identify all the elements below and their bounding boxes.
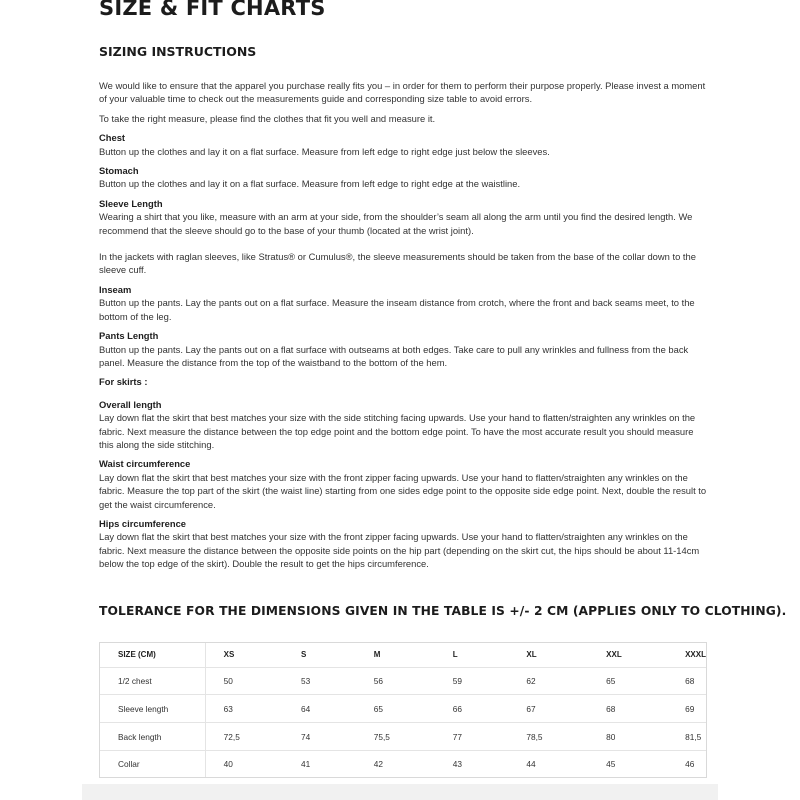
instruction-waist-circumference	[99, 457, 709, 511]
size-table	[99, 642, 707, 778]
table-cell: 74	[283, 723, 356, 751]
instruction-title: Pants Length	[99, 330, 159, 342]
instruction-title: Chest	[99, 132, 126, 144]
page-title: SIZE & FIT CHARTS	[99, 0, 326, 20]
table-header-cell: XL	[508, 643, 588, 667]
table-cell: 43	[452, 758, 462, 769]
table-header-cell: XS	[205, 643, 283, 667]
intro-paragraph: To take the right measure, please find the clothes that fit you well and measure it.	[99, 112, 436, 124]
table-header-cell: SIZE (CM)	[100, 643, 205, 667]
instructions-body	[99, 79, 709, 577]
instruction-stomach	[99, 164, 709, 191]
table-header-cell: M	[356, 643, 435, 667]
table-cell: 66	[435, 695, 509, 723]
instruction-text: Wearing a shirt that you like, measure with an arm at your side, from the shoulder’s seam all along the arm until you find the desired length. We recommend that the sleeve should go to the base of your thumb (located at the wrist joint).	[99, 211, 693, 236]
table-cell: 62	[508, 667, 588, 695]
instruction-title: Hips circumference	[99, 517, 187, 529]
table-header-cell: XXL	[588, 643, 667, 667]
table-cell: 59	[435, 667, 509, 695]
left-margin	[0, 0, 82, 800]
instruction-title: Stomach	[99, 165, 139, 177]
instruction-text: Button up the clothes and lay it on a flat surface. Measure from left edge to right edge at the waistline.	[99, 178, 521, 190]
table-cell: 81,5	[667, 723, 706, 751]
table-cell: 67	[508, 695, 588, 723]
table-cell: 45	[606, 758, 616, 769]
table-cell: 65	[356, 695, 435, 723]
skirts-label: For skirts :	[99, 376, 148, 388]
instruction-text: Lay down flat the skirt that best matches your size with the side stitching facing upwards. Use your hand to flatten/straighten any wrinkles on the fabric. Next measure the distance between the top edge point and the bottom edge point. To have the most accurate result you should measure this along the side stitching.	[99, 412, 696, 450]
instruction-overall-length	[99, 398, 709, 452]
intro-paragraph: We would like to ensure that the apparel you purchase really fits you – in order for them to perform their purpose properly. Please invest a moment of your valuable time to check out the measurements guide and corresponding size table to avoid errors.	[99, 80, 706, 105]
table-row-label: 1/2 chest	[100, 667, 205, 695]
table-row-label: Back length	[100, 723, 205, 751]
table-cell: 63	[205, 695, 283, 723]
instruction-title: Inseam	[99, 283, 132, 295]
table-cell: 56	[356, 667, 435, 695]
table-header-cell: S	[283, 643, 356, 667]
table-cell: 41	[300, 758, 311, 769]
instruction-text: Button up the pants. Lay the pants out on a flat surface with outseams at both edges. Take care to pull any wrinkles and fullness from the back panel. Measure the distance from the top of the waistband to the bottom of the hem.	[99, 343, 689, 368]
table-row	[100, 723, 706, 751]
table-cell: 68	[588, 695, 667, 723]
instruction-text: In the jackets with raglan sleeves, like Stratus® or Cumulus®, the sleeve measurements should be taken from the base of the collar down to the sleeve cuff.	[99, 251, 696, 276]
table-cell: 42	[373, 758, 383, 769]
table-header-cell: L	[435, 643, 509, 667]
instruction-pants-length	[99, 329, 709, 369]
table-cell: 72,5	[205, 723, 283, 751]
table-cell: 78,5	[508, 723, 588, 751]
table-header-cell: XXXL	[667, 643, 706, 667]
instruction-sleeve-length	[99, 197, 709, 277]
table-cell: 53	[283, 667, 356, 695]
table-cell: 68	[667, 667, 706, 695]
table-row-label: Sleeve length	[100, 695, 205, 723]
table-cell: 75,5	[356, 723, 435, 751]
instruction-chest	[99, 131, 709, 158]
table-header-row	[100, 643, 706, 667]
instruction-title: Sleeve Length	[99, 197, 163, 209]
instruction-title: Waist circumference	[99, 458, 191, 470]
table-cell: 65	[588, 667, 667, 695]
table-cell: 44	[526, 758, 536, 769]
table-row-label: Collar	[100, 750, 205, 777]
table-cell: 40	[223, 758, 233, 769]
right-margin	[718, 0, 800, 800]
table-cell: 50	[205, 667, 283, 695]
table-cell: 64	[283, 695, 356, 723]
tolerance-heading: TOLERANCE FOR THE DIMENSIONS GIVEN IN THE TABLE IS +/- 2 CM (APPLIES ONLY TO CLOTHING).	[99, 604, 787, 618]
instruction-text: Button up the clothes and lay it on a flat surface. Measure from left edge to right edge just below the sleeves.	[99, 145, 550, 157]
table-cell: 77	[435, 723, 509, 751]
table-cell: 46	[685, 758, 695, 769]
instruction-text: Button up the pants. Lay the pants out on a flat surface. Measure the inseam distance from crotch, where the front and back seams meet, to the bottom of the leg.	[99, 297, 695, 322]
table-row	[100, 695, 706, 723]
table-cell: 69	[667, 695, 706, 723]
instruction-title: Overall length	[99, 398, 162, 410]
instruction-text: Lay down flat the skirt that best matches your size with the front zipper facing upwards. Use your hand to flatten/straighten any wrinkles on the fabric. Next measure the distance between the opposite side points on the hip part (depending on the skirt cut, the hips should be about 11-14cm below the top edge of the skirt). Double the result to get the hips circumference.	[99, 531, 700, 570]
instruction-text: Lay down flat the skirt that best matches your size with the front zipper facing upwards. Use your hand to flatten/straighten any wrinkles on the fabric. Measure the top part of the skirt (the waist line) starting from one sides edge point to the opposite side edge point. Next, double the result to get the waist circumference.	[99, 471, 707, 510]
size-table-grid	[100, 643, 706, 777]
table-row	[100, 667, 706, 695]
instruction-hips-circumference	[99, 517, 709, 571]
instruction-inseam	[99, 283, 709, 323]
bottom-shadow	[82, 784, 718, 800]
table-cell: 80	[588, 723, 667, 751]
section-title: SIZING INSTRUCTIONS	[99, 44, 257, 59]
table-row	[100, 750, 706, 777]
